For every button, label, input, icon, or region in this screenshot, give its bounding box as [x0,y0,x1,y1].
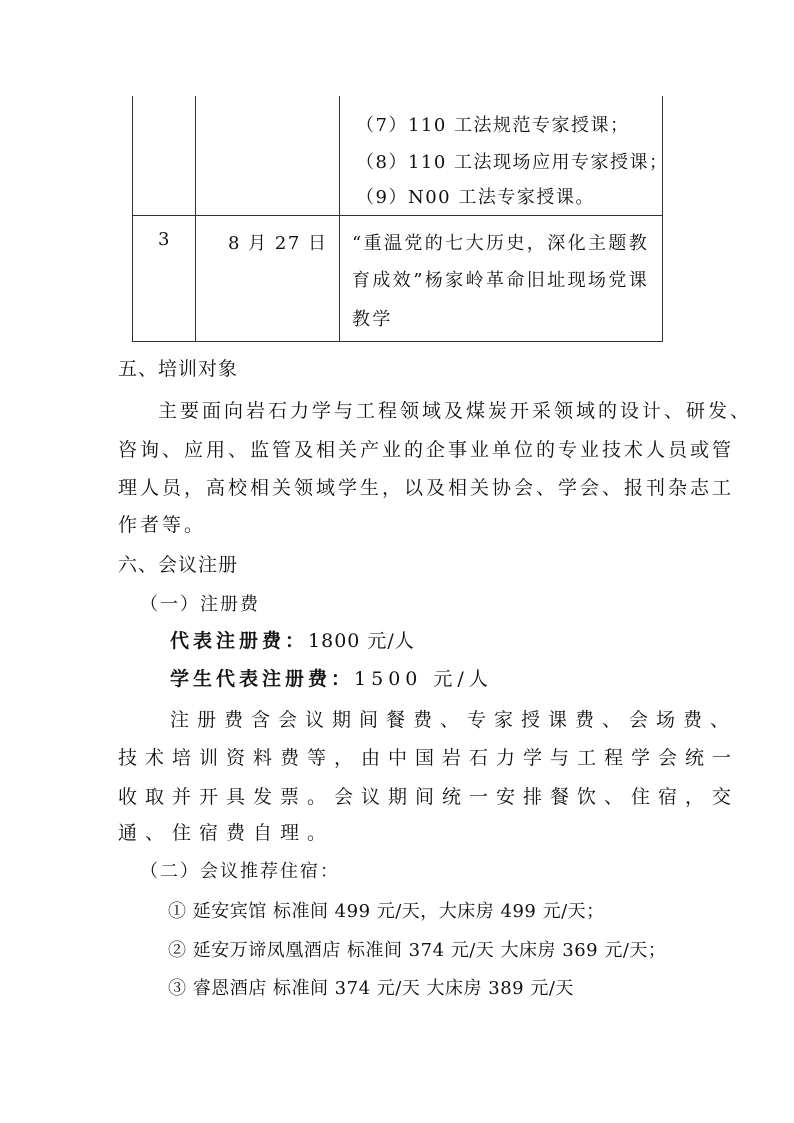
table-cell-item: （7）110 工法规范专家授课； [356,115,630,136]
subsection-heading: （一）注册费 [140,594,260,615]
section-heading: 六、会议注册 [118,554,239,576]
table-cell-content: 育成效”杨家岭革命旧址现场党课 [352,270,650,291]
fee-representative [170,626,415,653]
hotel-item: ② 延安万谛凤凰酒店 标准间 374 元/天 大床房 369 元/天； [168,940,667,961]
paragraph-line: 收取并开具发票。会议期间统一安排餐饮、住宿，交 [118,786,740,808]
table-line-col2 [339,96,340,342]
table-line-left [132,96,133,342]
fee-student [170,664,493,691]
section-heading: 五、培训对象 [118,358,239,380]
paragraph-line: 理人员，高校相关领域学生，以及相关协会、学会、报刊杂志工 [118,477,735,499]
table-cell-item: （8）110 工法现场应用专家授课； [356,152,669,173]
fee-value: 1500 元/人 [354,668,493,690]
table-cell-date: 8 月 27 日 [228,233,328,254]
paragraph-line: 主要面向岩石力学与工程领域及煤炭开采领域的设计、研发、 [158,400,753,422]
paragraph-line: 技术培训资料费等，由中国岩石力学与工程学会统一 [118,747,740,769]
table-line-col1 [195,96,196,342]
hotel-item: ③ 睿恩酒店 标准间 374 元/天 大床房 389 元/天 [168,978,574,999]
table-line-mid [132,215,663,216]
table-line-right [662,96,663,342]
hotel-item: ① 延安宾馆 标准间 499 元/天，大床房 499 元/天； [168,901,605,922]
paragraph-line: 作者等。 [118,514,207,536]
paragraph-line: 咨询、应用、监管及相关产业的企事业单位的专业技术人员或管 [118,439,735,461]
subsection-heading: （二）会议推荐住宿： [140,861,340,882]
table-cell-content: 教学 [352,309,393,330]
paragraph-line: 注册费含会议期间餐费、专家授课费、会场费、 [170,709,738,731]
table-cell-item: （9）N00 工法专家授课。 [356,187,595,208]
fee-label: 学生代表注册费： [170,668,355,690]
fee-label: 代表注册费： [170,630,309,652]
table-line-bottom [132,341,663,342]
table-cell-index: 3 [158,229,171,250]
fee-value: 1800 元/人 [308,630,415,652]
table-cell-content: “重温党的七大历史，深化主题教 [352,233,650,254]
paragraph-line: 通、住宿费自理。 [118,822,335,844]
